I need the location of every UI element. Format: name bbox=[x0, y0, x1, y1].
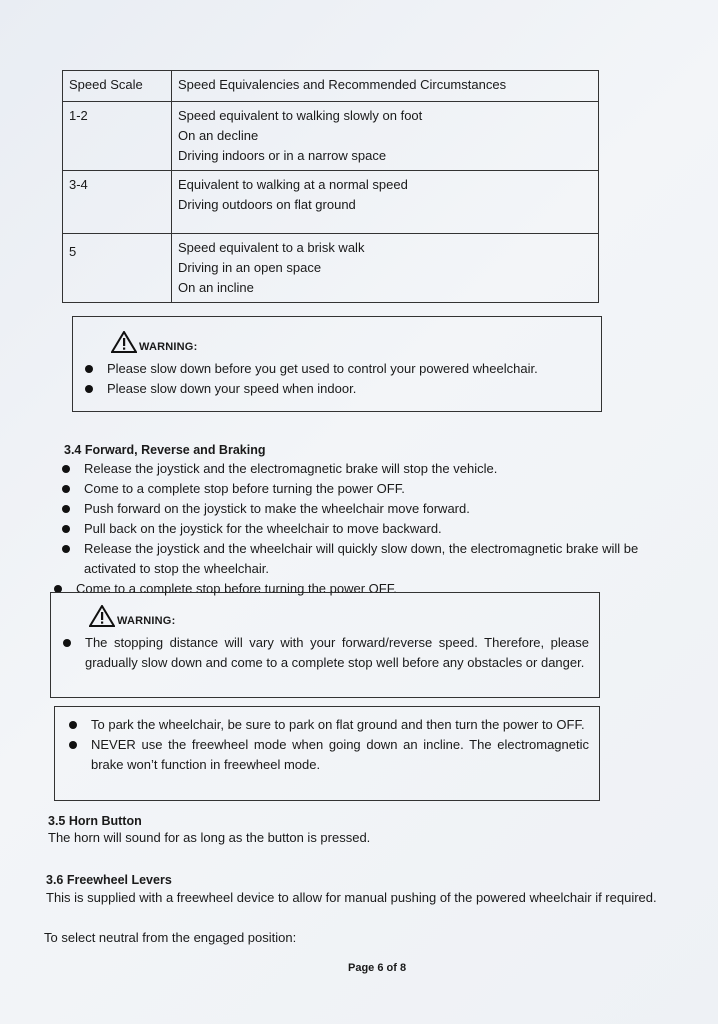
warning-triangle-icon bbox=[89, 605, 115, 627]
section-heading: 3.4 Forward, Reverse and Braking bbox=[64, 443, 266, 457]
parking-info-box bbox=[54, 706, 600, 801]
section-heading: 3.6 Freewheel Levers bbox=[46, 873, 172, 887]
list-item-text: Please slow down your speed when indoor. bbox=[107, 381, 357, 396]
speed-scale-cell: 5 bbox=[63, 234, 172, 303]
list-item bbox=[65, 715, 589, 735]
column-header: Speed Equivalencies and Recommended Circumstances bbox=[172, 71, 599, 102]
description-line: Driving in an open space bbox=[178, 260, 322, 275]
description-line: Driving indoors or in a narrow space bbox=[178, 148, 387, 163]
speed-description-cell bbox=[172, 171, 599, 234]
warning-list bbox=[59, 633, 589, 673]
list-item-text: Release the joystick and the electromagnetic brake will stop the vehicle. bbox=[84, 461, 498, 476]
list-item bbox=[59, 633, 589, 673]
list-item-text: Please slow down before you get used to control your powered wheelchair. bbox=[107, 361, 538, 376]
list-item-text: Come to a complete stop before turning the power OFF. bbox=[76, 581, 397, 596]
list-item-text: Release the joystick and the wheelchair will quickly slow down, the electromagnetic brake will be activated to stop the wheelchair. bbox=[84, 541, 639, 576]
list-item-text: Come to a complete stop before turning the power OFF. bbox=[84, 481, 405, 496]
warning-triangle-icon bbox=[111, 331, 137, 353]
speed-scale-cell: 1-2 bbox=[63, 102, 172, 171]
warning-box bbox=[72, 316, 602, 412]
speed-description-cell bbox=[172, 102, 599, 171]
section-text: To select neutral from the engaged position: bbox=[44, 930, 297, 945]
list-item-text: Pull back on the joystick for the wheelchair to move backward. bbox=[84, 521, 442, 536]
table-row bbox=[63, 171, 599, 234]
description-line: Driving outdoors on flat ground bbox=[178, 197, 356, 212]
speed-description-cell bbox=[172, 234, 599, 303]
warning-label: WARNING: bbox=[117, 615, 176, 627]
page-number: Page 6 of 8 bbox=[348, 962, 407, 974]
list-item-text: The stopping distance will vary with your forward/reverse speed. Therefore, please gradually slow down and come to a complete stop well before any obstacles or danger. bbox=[85, 635, 589, 670]
warning-list bbox=[81, 359, 591, 399]
column-header: Speed Scale bbox=[63, 71, 172, 102]
description-line: Speed equivalent to a brisk walk bbox=[178, 240, 365, 255]
table-header-row bbox=[63, 71, 599, 102]
list-item bbox=[58, 479, 678, 499]
table-row bbox=[63, 234, 599, 303]
warning-label: WARNING: bbox=[139, 341, 198, 353]
speed-table bbox=[62, 70, 599, 303]
speed-scale-cell: 3-4 bbox=[63, 171, 172, 234]
table-row bbox=[63, 102, 599, 171]
list-item bbox=[58, 519, 678, 539]
list-item bbox=[65, 735, 589, 775]
list-item-text: NEVER use the freewheel mode when going down an incline. The electromagnetic brake won’t function in freewheel mode. bbox=[91, 737, 589, 772]
list-item-text: To park the wheelchair, be sure to park on flat ground and then turn the power to OFF. bbox=[91, 717, 585, 732]
list-item bbox=[58, 499, 678, 519]
section-text: The horn will sound for as long as the button is pressed. bbox=[48, 830, 371, 845]
section-heading: 3.5 Horn Button bbox=[48, 814, 142, 828]
description-line: On an incline bbox=[178, 280, 254, 295]
list-item bbox=[58, 459, 678, 479]
description-line: Equivalent to walking at a normal speed bbox=[178, 177, 408, 192]
list-item bbox=[81, 359, 591, 379]
section-text: This is supplied with a freewheel device to allow for manual pushing of the powered wheelchair if required. bbox=[46, 890, 657, 905]
description-line: On an decline bbox=[178, 128, 259, 143]
warning-heading bbox=[89, 605, 589, 627]
list-item bbox=[81, 379, 591, 399]
section-list bbox=[58, 459, 678, 599]
parking-list bbox=[65, 715, 589, 775]
warning-heading bbox=[111, 331, 591, 353]
description-line: Speed equivalent to walking slowly on foot bbox=[178, 108, 423, 123]
list-item-text: Push forward on the joystick to make the wheelchair move forward. bbox=[84, 501, 470, 516]
list-item bbox=[58, 539, 678, 579]
warning-box bbox=[50, 592, 600, 698]
